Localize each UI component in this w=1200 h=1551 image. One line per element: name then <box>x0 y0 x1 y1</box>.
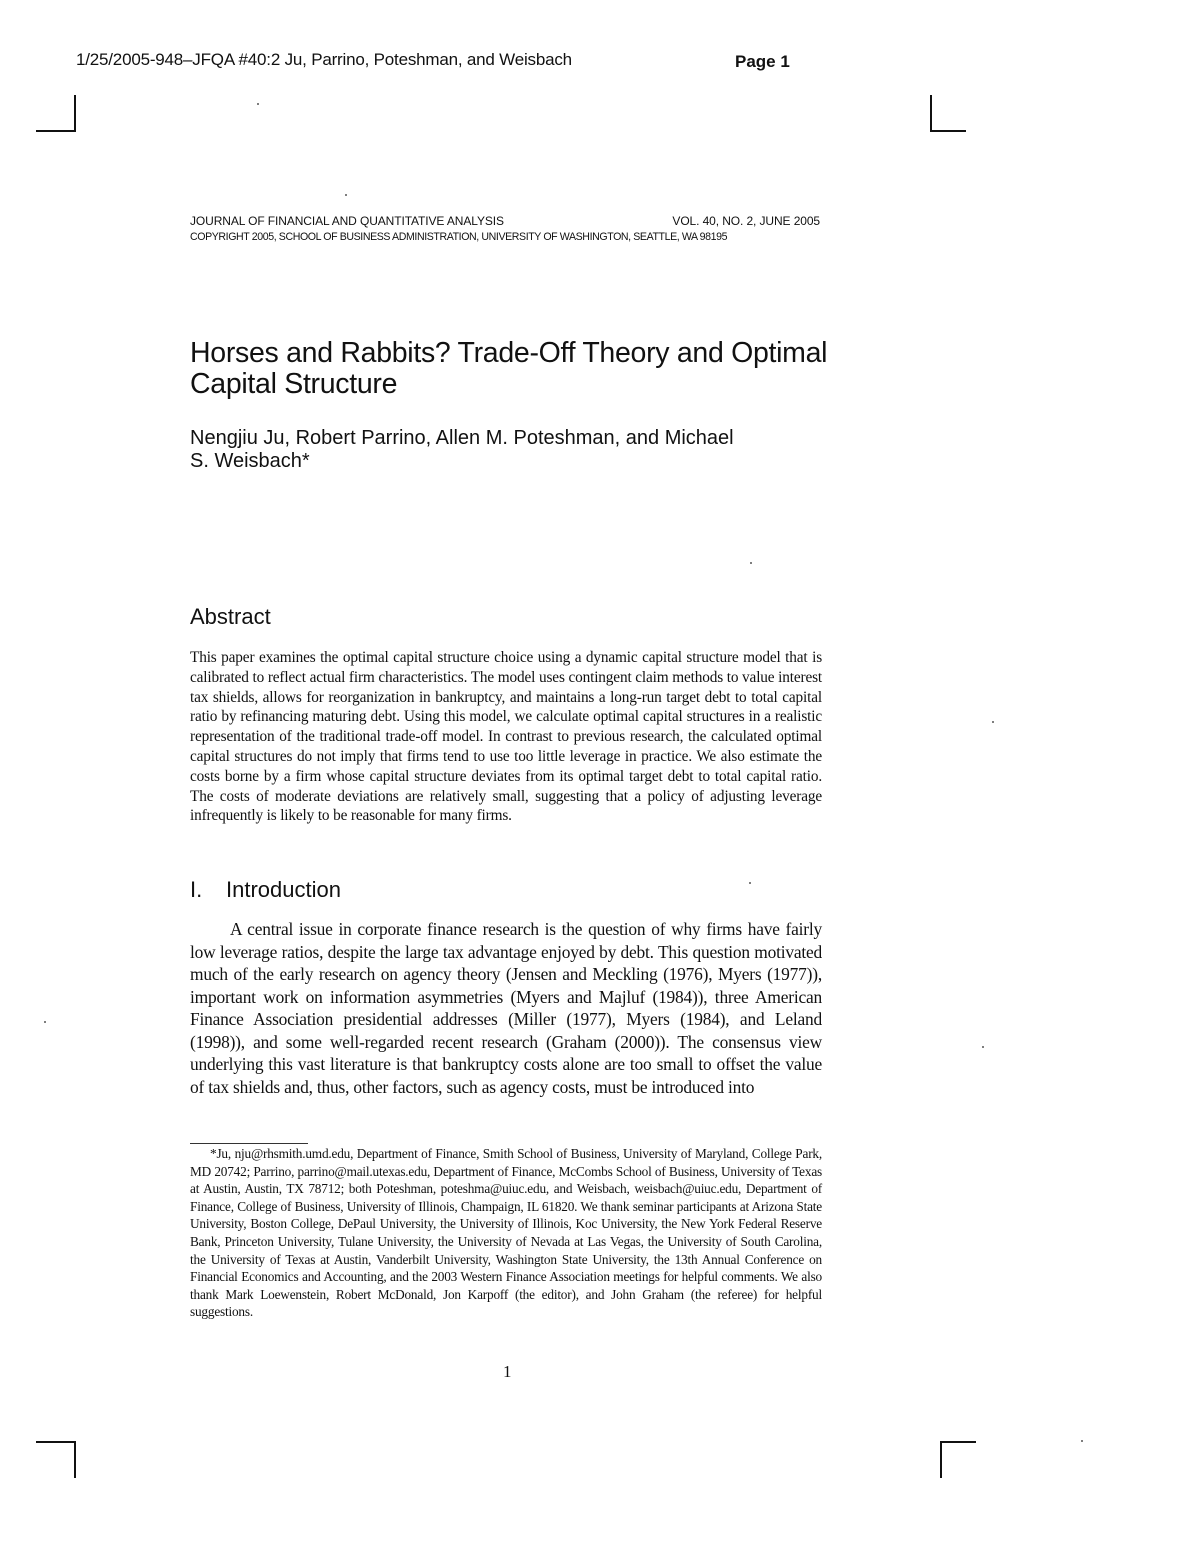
paper-title: Horses and Rabbits? Trade-Off Theory and Optimal Capital Structure <box>190 337 828 400</box>
crop-mark-top-right-horizontal <box>930 130 966 132</box>
footnote-rule <box>190 1143 308 1144</box>
abstract-text: This paper examines the optimal capital structure choice using a dynamic capital structure model that is calibrated to reflect actual firm characteristics. The model uses contingent claim methods to value interest tax shields, allows for reorganization in bankruptcy, and maintains a long-run target debt to total capital ratio by refinancing maturing debt. Using this model, we calculate optimal capital structures in a realistic representation of the traditional trade-off model. In contrast to previous research, the calculated optimal capital structures do not imply that firms tend to use too little leverage in practice. We also estimate the costs borne by a firm whose capital structure deviates from its optimal target debt to total capital ratio. The costs of moderate deviations are relatively small, suggesting that a policy of adjusting leverage infrequently is likely to be reasonable for many firms. <box>190 649 822 825</box>
journal-name: JOURNAL OF FINANCIAL AND QUANTITATIVE ANALYSIS <box>190 214 504 228</box>
scan-speck <box>750 562 752 564</box>
proof-page-label: Page 1 <box>735 52 790 71</box>
crop-mark-bottom-right-vertical <box>940 1441 942 1478</box>
abstract-heading: Abstract <box>190 604 271 629</box>
journal-copyright: COPYRIGHT 2005, SCHOOL OF BUSINESS ADMINISTRATION, UNIVERSITY OF WASHINGTON, SEATTLE, WA 98195 <box>190 231 728 243</box>
section-title: Introduction <box>226 877 341 902</box>
paper-authors: Nengjiu Ju, Robert Parrino, Allen M. Poteshman, and Michael S. Weisbach* <box>190 427 734 472</box>
crop-mark-bottom-right-horizontal <box>940 1441 976 1443</box>
crop-mark-bottom-left-horizontal <box>36 1441 76 1443</box>
journal-header <box>190 214 820 228</box>
scan-speck <box>44 1021 46 1023</box>
page-number: 1 <box>503 1362 512 1381</box>
author-footnote: *Ju, nju@rhsmith.umd.edu, Department of Finance, Smith School of Business, University of Maryland, College Park, MD 20742; Parrino, parrino@mail.utexas.edu, Department of Finance, McCombs School of Business, University of Texas at Austin, Austin, TX 78712; both Poteshman, poteshma@uiuc.edu, and Weisbach, weisbach@uiuc.edu, Department of Finance, College of Business, University of Illinois, Champaign, IL 61820. We thank seminar participants at Arizona State University, Boston College, DePaul University, the University of Illinois, Koc University, the New York Federal Reserve Bank, Princeton University, Tulane University, the University of Nevada at Las Vegas, the University of South Carolina, the University of Texas at Austin, Vanderbilt University, Washington State University, the 13th Annual Conference on Financial Economics and Accounting, and the 2003 Western Finance Association meetings for helpful comments. We also thank Mark Loewenstein, Robert McDonald, Jon Karpoff (the editor), and John Graham (the referee) for helpful suggestions. <box>190 1146 822 1320</box>
crop-mark-top-right-vertical <box>930 95 932 132</box>
crop-mark-top-left-vertical <box>74 95 76 131</box>
scan-speck <box>257 103 259 105</box>
introduction-paragraph: A central issue in corporate finance research is the question of why firms have fairly low leverage ratios, despite the large tax advantage enjoyed by debt. This question motivated much of the early research on agency theory (Jensen and Meckling (1976), Myers (1977)), important work on information asymmetries (Myers and Majluf (1984)), three American Finance Association presidential addresses (Miller (1977), Myers (1984), and Leland (1998)), and some well-regarded recent research (Graham (2000)). The consensus view underlying this vast literature is that bankruptcy costs alone are too small to offset the value of tax shields and, thus, other factors, such as agency costs, must be introduced into <box>190 919 822 1097</box>
crop-mark-bottom-left-vertical <box>74 1441 76 1478</box>
scan-speck <box>1081 1440 1083 1442</box>
section-number: I. <box>190 877 203 902</box>
scan-speck <box>749 882 751 884</box>
scan-speck <box>345 194 347 196</box>
scan-speck <box>992 721 994 723</box>
journal-issue: VOL. 40, NO. 2, JUNE 2005 <box>672 214 820 228</box>
crop-mark-top-left-horizontal <box>36 130 76 132</box>
proof-header-left: 1/25/2005-948–JFQA #40:2 Ju, Parrino, Poteshman, and Weisbach <box>76 50 572 69</box>
scan-speck <box>982 1046 984 1048</box>
section-heading-introduction <box>190 877 341 903</box>
